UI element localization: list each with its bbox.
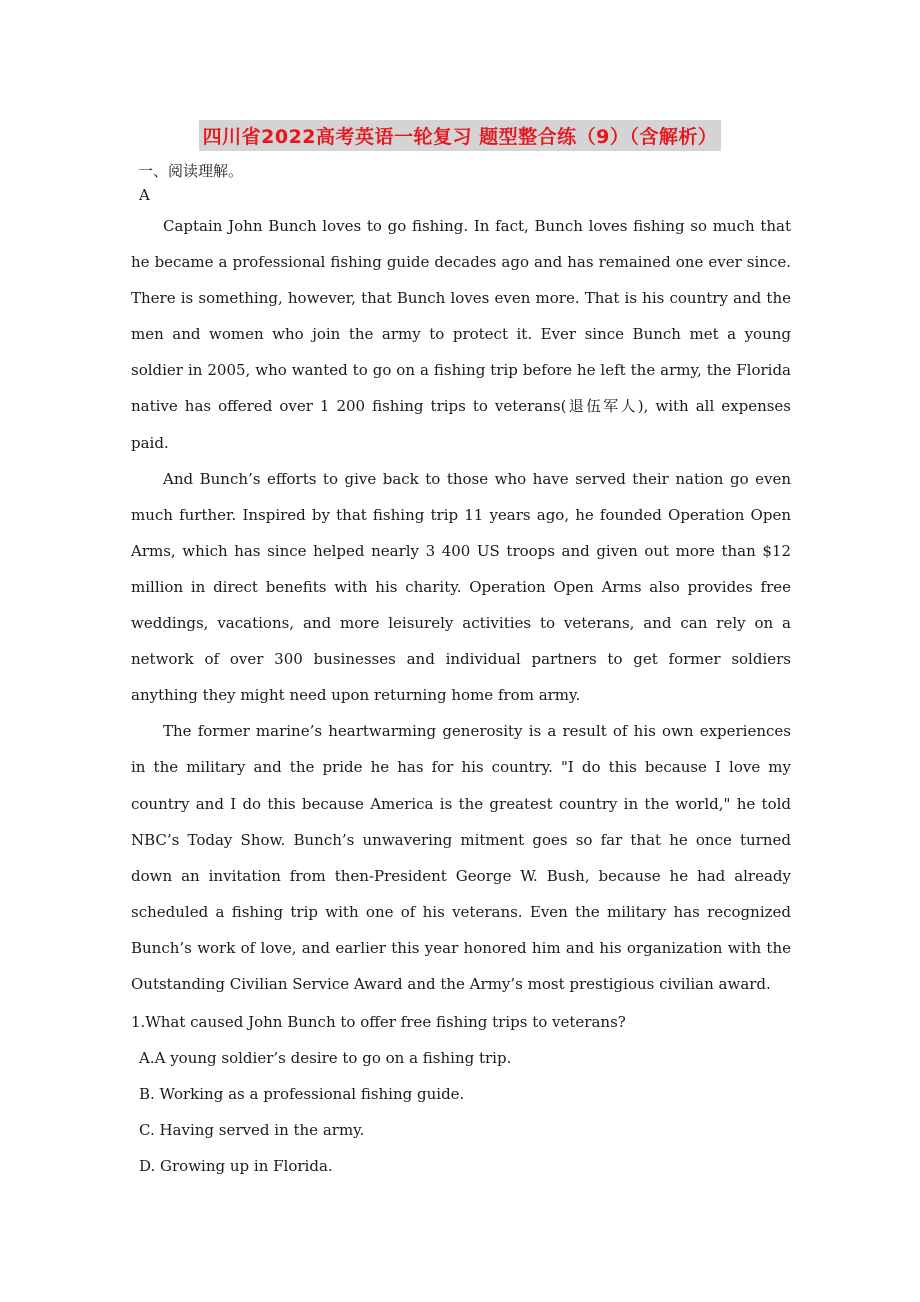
option-c: C. Having served in the army. [139, 1121, 365, 1140]
option-b: B. Working as a professional fishing guide. [139, 1085, 465, 1104]
section-heading: 一、阅读理解。 [138, 162, 244, 180]
option-d: D. Growing up in Florida. [139, 1157, 333, 1176]
reading-passage [131, 208, 791, 1002]
question-text: 1.What caused John Bunch to offer free fishing trips to veterans? [131, 1013, 626, 1031]
option-a: A.A young soldier’s desire to go on a fishing trip. [139, 1049, 512, 1068]
question-block [131, 1004, 791, 1184]
passage-paragraph: Captain John Bunch loves to go fishing. In fact, Bunch loves fishing so much that he became a professional fishing guide decades ago and has remained one ever since. There is something, however, that Bunch loves even more. That is his country and the men and women who join the army to protect it. Ever since Bunch met a young soldier in 2005, who wanted to go on a fishing trip before he left the army, the Florida native has offered over 1 200 fishing trips to veterans(退伍军人), with all expenses paid. [131, 217, 791, 452]
part-label: A [139, 186, 150, 204]
title-container [0, 120, 920, 151]
passage-paragraph: And Bunch’s efforts to give back to those who have served their nation go even much further. Inspired by that fishing trip 11 years ago, he founded Operation Open Arms, which has since helped nearly 3 400 US troops and given out more than $12 million in direct benefits with his charity. Operation Open Arms also provides free weddings, vacations, and more leisurely activities to veterans, and can rely on a network of over 300 businesses and individual partners to get former soldiers anything they might need upon returning home from army. [131, 469, 791, 705]
document-title: 四川省2022高考英语一轮复习 题型整合练（9）（含解析） [199, 120, 722, 151]
passage-paragraph: The former marine’s heartwarming generosity is a result of his own experiences in the military and the pride he has for his country. "I do this because I love my country and I do this because America is the greatest country in the world," he told NBC’s Today Show. Bunch’s unwavering mitment goes so far that he once turned down an invitation from then-President George W. Bush, because he had already scheduled a fishing trip with one of his veterans. Even the military has recognized Bunch’s work of love, and earlier this year honored him and his organization with the Outstanding Civilian Service Award and the Army’s most prestigious civilian award. [131, 722, 791, 993]
